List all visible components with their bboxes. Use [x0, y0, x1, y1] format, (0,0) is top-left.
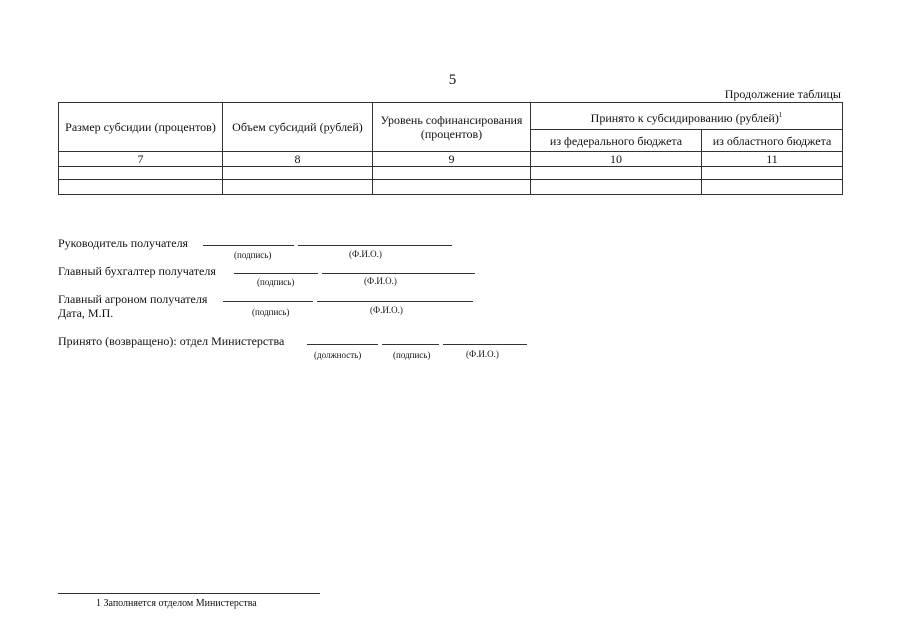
name-hint: (Ф.И.О.) — [370, 305, 403, 315]
signature-hint: (подпись) — [257, 277, 295, 287]
table-cell — [531, 167, 702, 180]
table-row — [59, 180, 843, 195]
column-number: 7 — [59, 152, 223, 167]
name-hint: (Ф.И.О.) — [466, 349, 499, 359]
table-cell — [531, 180, 702, 195]
table-cell — [373, 167, 531, 180]
agronomist-name-line[interactable] — [317, 300, 473, 302]
table-continuation-label: Продолжение таблицы — [724, 87, 841, 101]
head-name-line[interactable] — [298, 244, 452, 246]
footnote-mark: 1 — [96, 598, 101, 609]
table-cell — [59, 167, 223, 180]
column-number: 9 — [373, 152, 531, 167]
agronomist-signature-line[interactable] — [223, 300, 313, 302]
head-signature-line[interactable] — [203, 244, 294, 246]
header-subsidy-volume: Объем субсидий (рублей) — [223, 103, 373, 152]
accepted-signature-line[interactable] — [382, 343, 439, 345]
footnote-divider — [58, 593, 320, 594]
header-subsidy-size: Размер субсидии (процентов) — [59, 103, 223, 152]
column-number: 11 — [702, 152, 843, 167]
footnote-text: Заполняется отделом Министерства — [103, 598, 257, 609]
table-cell — [223, 180, 373, 195]
column-number: 8 — [223, 152, 373, 167]
name-hint: (Ф.И.О.) — [364, 276, 397, 286]
table-row — [59, 167, 843, 180]
page-number: 5 — [448, 72, 457, 88]
header-accepted-for-subsidy — [531, 103, 843, 130]
position-hint: (должность) — [314, 350, 362, 360]
table-cell — [702, 180, 843, 195]
table-cell — [223, 167, 373, 180]
header-federal-budget: из федерального бюджета — [531, 130, 702, 152]
accountant-signature-label: Главный бухгалтер получателя — [58, 264, 216, 278]
table-row — [59, 152, 843, 167]
signature-hint: (подпись) — [252, 307, 290, 317]
signature-hint: (подпись) — [234, 250, 272, 260]
accountant-name-line[interactable] — [322, 272, 475, 274]
table-cell — [702, 167, 843, 180]
table-cell — [373, 180, 531, 195]
accepted-name-line[interactable] — [443, 343, 527, 345]
table-cell — [59, 180, 223, 195]
signature-hint: (подпись) — [393, 350, 431, 360]
header-regional-budget: из областного бюджета — [702, 130, 843, 152]
agronomist-signature-label: Главный агроном получателя — [58, 292, 208, 306]
position-line[interactable] — [307, 343, 378, 345]
date-stamp-label: Дата, М.П. — [58, 306, 114, 320]
accountant-signature-line[interactable] — [234, 272, 318, 274]
footnote — [96, 598, 257, 609]
head-signature-label: Руководитель получателя — [58, 236, 189, 250]
header-accepted-text: Принято к субсидированию (рублей) — [590, 110, 779, 125]
header-cofinancing-level: Уровень софинансирования (процентов) — [373, 103, 531, 152]
subsidy-table — [58, 102, 843, 195]
name-hint: (Ф.И.О.) — [349, 249, 382, 259]
accepted-department-label: Принято (возвращено): отдел Министерства — [58, 334, 285, 348]
footnote-ref: 1 — [778, 110, 783, 119]
column-number: 10 — [531, 152, 702, 167]
